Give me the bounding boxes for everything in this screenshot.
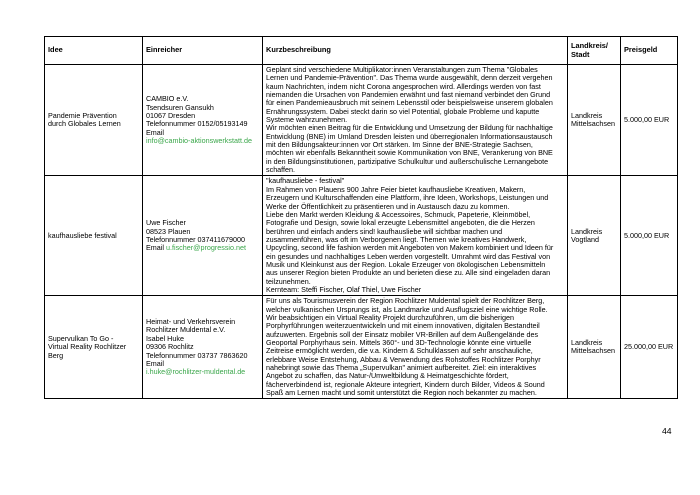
email-link[interactable]: u.fischer@progressio.net — [165, 243, 246, 253]
description-line: in den Bildungsinstitutionen, partizipative Schulkultur und außerschulische Lernangebote — [266, 156, 549, 166]
cell-idee — [45, 65, 143, 176]
cell-landkreis — [568, 296, 621, 399]
einreicher-line: 09306 Rochlitz — [146, 342, 194, 352]
description-line: ein gesundes und nachhaltiges Leben werden vorgestellt. Umrahmt wird das Festival von — [266, 251, 551, 261]
idee-line: durch Globales Lernen — [48, 119, 121, 129]
einreicher-line: 01067 Dresden — [146, 110, 196, 120]
table-row — [45, 296, 678, 399]
header-landkreis — [568, 37, 621, 65]
cell-einreicher — [143, 176, 263, 296]
header-landkreis-line: Landkreis/ — [571, 41, 608, 51]
description-line: mit den Bildungsakteur:innen vor Ort stärken. Im Sinne der BNE-Strategie Sachsen, — [266, 140, 533, 150]
description-line: Entwicklung (BNE) im Umland Dresden leisten und überregionalen Informationsaustausch — [266, 131, 553, 141]
description-line: fächerverbindend ist, regionale Akteure integriert, Kindern durch Bilder, Videos & Sound — [266, 379, 545, 389]
description-line: Im Rahmen von Plauens 900 Jahre Feier bietet kaufhausliebe Kreativen, Makern, — [266, 184, 526, 194]
einreicher-line: Rochlitzer Muldental e.V. — [146, 325, 226, 335]
header-row — [45, 37, 678, 65]
description-line: Ernährungssystem. Dabei steckt darin so viel Potential, globale Probleme und kaputte — [266, 106, 540, 116]
idee-line: Supervulkan To Go - — [48, 333, 114, 343]
description-line: Geoportal Porphyrhaus sein. Mittels 360°- und 3D-Technologie könnte eine virtuelle — [266, 338, 532, 347]
email-link[interactable]: i.huke@rochlitzer-muldental.de — [146, 367, 246, 377]
cell-preisgeld: 5.000,00 EUR — [621, 65, 678, 176]
landkreis-line: Landkreis — [571, 226, 603, 236]
description-line: teilzunehmen. — [266, 276, 311, 286]
cell-landkreis — [568, 65, 621, 176]
description-line: Wir beabsichtigen ein Virtual Reality Projekt durchzuführen, um die bisherigen — [266, 312, 514, 322]
description-line: Zeitreise ermöglicht werden, die v.a. Kindern & Schulklassen auf sehr anschauliche, — [266, 346, 533, 356]
cell-preisgeld: 25.000,00 EUR — [621, 296, 678, 399]
einreicher-line: Uwe Fischer — [146, 218, 186, 228]
cell-kurzbeschreibung — [263, 296, 568, 399]
email-line — [146, 368, 259, 376]
cell-preisgeld: 5.000,00 EUR — [621, 176, 678, 296]
description-line: schaffen. — [266, 165, 296, 175]
einreicher-line: Isabel Huke — [146, 333, 184, 343]
description-line: Lernen und Pandemie-Prävention". Das Thema wurde ausgewählt, denn derzeit vergehen — [266, 73, 553, 83]
description-line: Angebot zu schaffen, das Natur-/Umweltbildung & Heimatgeschichte fördert, — [266, 371, 509, 381]
einreicher-line: Tsendsuren Gansukh — [146, 102, 214, 112]
description-line: Für uns als Tourismusverein der Region Rochlitzer Muldental spielt der Rochlitzer Berg, — [266, 296, 545, 306]
landkreis-line: Landkreis — [571, 338, 603, 347]
email-label: Email — [146, 127, 164, 137]
landkreis-line: Mittelsachsen — [571, 119, 615, 129]
idee-line: Pandemie Prävention — [48, 110, 117, 120]
cell-einreicher — [143, 65, 263, 176]
cell-landkreis — [568, 176, 621, 296]
email-line — [146, 244, 259, 252]
landkreis-line: Mittelsachsen — [571, 346, 615, 356]
einreicher-line: Heimat- und Verkehrsverein — [146, 317, 236, 327]
description-line: zusammenführen, was oft im Verborgenen liegt. Themen wie kreatives Handwerk, — [266, 234, 527, 244]
cell-einreicher — [143, 296, 263, 399]
description-line: Musik und Kleinkunst aus der Region. Lokale Erzeuger von ökologischen Lebensmitteln — [266, 259, 546, 269]
description-line: Fotografie und Design, sowie lokal erzeugte Lebensmittel angeboten, die die Herzen — [266, 218, 535, 228]
idee-line: kaufhausliebe festival — [48, 230, 117, 240]
description-line: berühren und einfach anders sind! kaufhausliebe will sichtbar machen und — [266, 226, 503, 236]
description-line: Upcycling, second life fashion werden mit Angeboten von Makern kombiniert und Ideen für — [266, 243, 554, 253]
description-line: kaum Nachrichten, indem nicht Corona angesprochen wird. Allerdings werden von fast — [266, 81, 541, 91]
idee-line: Berg — [48, 350, 64, 360]
description-line: Werke der Öffentlichkeit zu präsentieren und in Austausch dazu zu kommen. — [266, 201, 510, 211]
landkreis-line: Vogtland — [571, 234, 599, 244]
email-link[interactable]: info@cambio-aktionswerkstatt.de — [146, 135, 252, 145]
description-line: "kaufhausliebe - festival" — [266, 176, 345, 186]
header-preisgeld: Preisgeld — [621, 37, 678, 65]
email-label: Email — [146, 358, 164, 368]
cell-kurzbeschreibung — [263, 65, 568, 176]
header-einreicher: Einreicher — [143, 37, 263, 65]
email-label: Email — [146, 243, 164, 253]
description-line: niemanden die Ursachen von Pandemien erwähnt und fast niemand verbindet den Grund — [266, 90, 551, 100]
description-line: welcher vulkanischen Ursprungs ist, als Landmarke und Ausflugsziel eine wichtige Rolle. — [266, 304, 548, 314]
description-line: nahebringt sowie das Thema „Supervulkan" animiert aufbereitet. Ziel: ein interaktives — [266, 363, 537, 373]
description-line: Erzeugern und Kulturschaffenden eine Plattform, ihre Ideen, Workshops, Leistungen und — [266, 193, 549, 203]
description-line: Kernteam: Steffi Fischer, Olaf Thiel, Uwe Fischer — [266, 284, 422, 294]
landkreis-line: Landkreis — [571, 110, 603, 120]
cell-kurzbeschreibung — [263, 176, 568, 296]
description-line: aus unserer Region bieten Produkte an und berieten diese zu. Alle sind eingeladen daran — [266, 268, 551, 278]
projects-table — [44, 36, 678, 399]
table-row — [45, 176, 678, 296]
einreicher-line: Telefonnummer 03737 7863620 — [146, 350, 248, 360]
einreicher-line: Telefonnummer 0152/05193149 — [146, 119, 248, 129]
description-line: Spaß am Lernen macht und somit unterstützt die Region noch bekannter zu machen. — [266, 388, 537, 398]
einreicher-line: Telefonnummer 037411679000 — [146, 234, 245, 244]
description-line: Geplant sind verschiedene Multiplikator:innen Veranstaltungen zum Thema "Globales — [266, 65, 538, 74]
description-line: Wir möchten einen Beitrag für die Entwicklung und Umsetzung der Bildung für nachhaltige — [266, 123, 553, 133]
cell-idee — [45, 296, 143, 399]
description-line: Liebe den Markt werden Kleidung & Accessoires, Schmuck, Papeterie, Kleinmöbel, — [266, 209, 531, 219]
description-line: Systeme wahrzunehmen. — [266, 115, 348, 125]
idee-line: Virtual Reality Rochlitzer — [48, 342, 127, 352]
header-landkreis-line: Stadt — [571, 49, 590, 59]
header-idee: Idee — [45, 37, 143, 65]
cell-idee — [45, 176, 143, 296]
page-number: 44 — [662, 426, 672, 436]
description-line: Porphyrführungen weiterzuentwickeln und mit einem innovativen, digitalen Bestandteil — [266, 321, 540, 331]
email-line — [146, 137, 259, 145]
header-kurzbeschreibung: Kurzbeschreibung — [263, 37, 568, 65]
description-line: für einen Pandemieausbruch mit seinem Lebensstil oder beispielsweise unserem globalen — [266, 98, 553, 108]
table-row — [45, 65, 678, 176]
description-line: erlebbare Weise Entstehung, Abbau & Verwendung des Rohstoffes Rochlitzer Porphyr — [266, 354, 541, 364]
einreicher-line: CAMBIO e.V. — [146, 94, 189, 104]
einreicher-line: 08523 Plauen — [146, 226, 191, 236]
description-line: aufzuwerten. Ergebnis soll der Einsatz mobiler VR-Brillen auf dem Außengelände des — [266, 329, 539, 339]
description-line: möchten wir ebenfalls Bekanntheit sowie Kommunikation von BNE, Verankerung von BNE — [266, 148, 553, 158]
